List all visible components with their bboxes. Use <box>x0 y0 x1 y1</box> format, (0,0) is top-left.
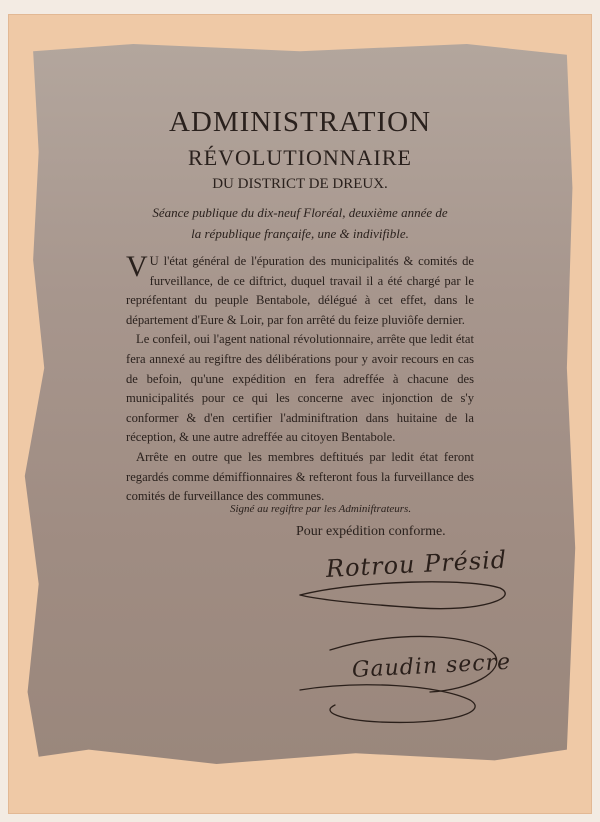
signature-president: Rotrou Présid <box>325 545 508 583</box>
drop-cap: V <box>126 250 148 283</box>
signature-secretary: Gaudin secre <box>351 649 512 683</box>
title-revolutionnaire: RÉVOLUTIONNAIRE <box>188 145 412 170</box>
paragraph-2: Le confeil, oui l'agent national révolutionnaire, arrête que ledit état fera annexé au regiftre des délibérations pour y avoir recours en cas de befoin, qu'une expédition en fera adreffée à chacune des municipalités pour ce qui les concerne avec injonction de s'y conformer & d'en certifier l'adminiftration dans huitaine de la réception, & une autre adreffée au citoyen Bentabole. <box>126 332 474 445</box>
conform-note: Pour expédition conforme. <box>296 524 446 539</box>
session-line-2: la république françaife, une & indivifible. <box>191 226 409 241</box>
signed-note: Signé au regiftre par les Adminiftrateurs. <box>230 503 412 515</box>
title-district: DU DISTRICT DE DREUX. <box>212 176 388 192</box>
signature-president-flourish <box>300 582 505 609</box>
paragraph-3: Arrête en outre que les membres deftitués par ledit état feront regardés comme démiffionnaires & refteront fous la furveillance des comités de furveillance des communes. <box>126 449 474 504</box>
paragraph-1-text: U l'état général de l'épuration des municipalités & comités de furveillance, de ce diftrict, duquel travail il a été chargé par le repréfentant du peuple Bentabole, délégué à cet effet, dans le département d'Eure & Loir, par fon arrêté du feize pluviôfe dernier. <box>126 254 474 327</box>
session-line-1: Séance publique du dix-neuf Floréal, deuxième année de <box>152 205 448 220</box>
title-administration: ADMINISTRATION <box>168 106 432 138</box>
